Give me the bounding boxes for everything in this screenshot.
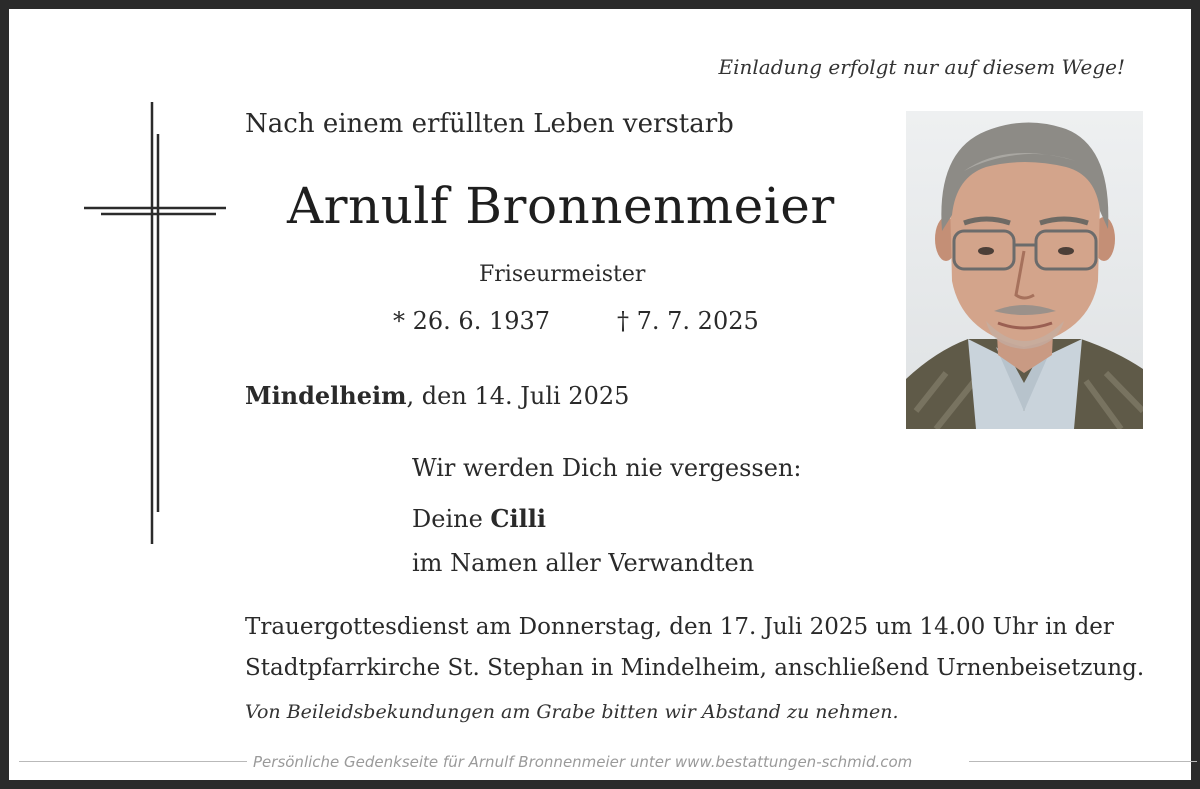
portrait-photo — [906, 111, 1143, 429]
memorial-page-link[interactable]: Persönliche Gedenkseite für Arnulf Bronnenmeier unter www.bestattungen-schmid.com — [253, 753, 913, 771]
birth-date: * 26. 6. 1937 — [393, 307, 551, 335]
deceased-profession: Friseurmeister — [479, 262, 646, 287]
deceased-name: Arnulf Bronnenmeier — [287, 177, 835, 235]
footer-rule-left — [19, 761, 247, 762]
condolence-request: Von Beileidsbekundungen am Grabe bitten wir Abstand zu nehmen. — [245, 701, 899, 723]
invitation-notice: Einladung erfolgt nur auf diesem Wege! — [718, 55, 1125, 79]
notice-date: , den 14. Juli 2025 — [406, 382, 630, 410]
mourner-prefix: Deine — [412, 505, 491, 533]
farewell-text: Wir werden Dich nie vergessen: — [412, 454, 802, 482]
relatives-text: im Namen aller Verwandten — [412, 549, 755, 577]
service-info-line-2: Stadtpfarrkirche St. Stephan in Mindelheim, anschließend Urnenbeisetzung. — [245, 655, 1145, 681]
place-name: Mindelheim — [245, 381, 407, 410]
place-date-line — [245, 381, 629, 410]
intro-text: Nach einem erfüllten Leben verstarb — [245, 109, 734, 139]
cross-icon — [79, 97, 229, 547]
mourner-name: Cilli — [490, 504, 546, 533]
mourner-line — [412, 504, 546, 533]
service-info-line-1: Trauergottesdienst am Donnerstag, den 17. Juli 2025 um 14.00 Uhr in der — [245, 614, 1114, 640]
death-date: † 7. 7. 2025 — [617, 307, 759, 335]
footer-rule-right — [969, 761, 1197, 762]
